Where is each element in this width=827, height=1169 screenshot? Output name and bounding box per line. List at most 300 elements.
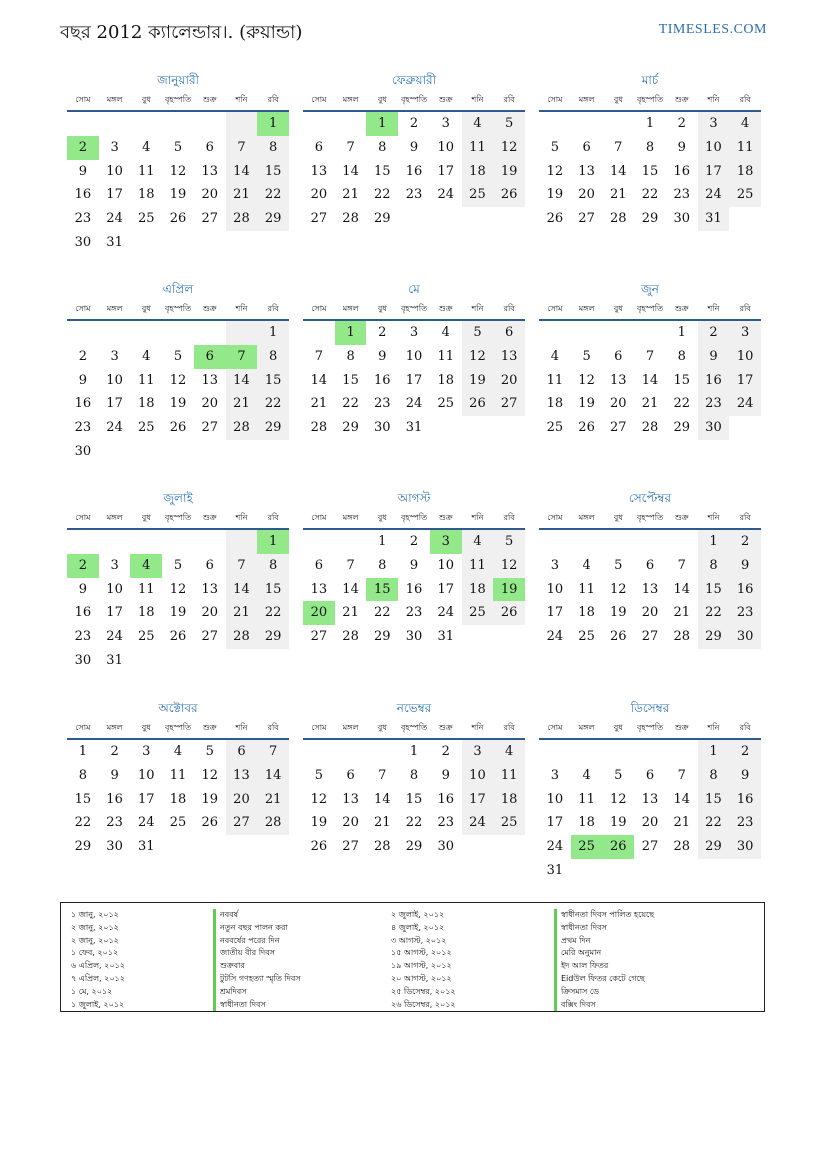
day-cell: 15 [342, 372, 359, 388]
weekday-label: মঙ্গল [106, 513, 123, 522]
day-cell: 16 [698, 369, 730, 393]
month-block [539, 70, 761, 231]
week-row [539, 183, 761, 207]
day-cell: 19 [169, 187, 187, 203]
day-cell: 4 [550, 348, 559, 364]
day-cell: 21 [641, 396, 659, 412]
day-cell: 4 [142, 139, 151, 155]
day-cell: 25 [169, 815, 187, 831]
week-row [539, 369, 761, 393]
month-title: মে [408, 282, 420, 296]
day-cell: 25 [578, 629, 595, 645]
empty-day-cell [634, 321, 666, 345]
day-cell: 19 [610, 605, 627, 621]
month-title: নভেম্বর [396, 701, 432, 715]
day-cell: 21 [342, 187, 359, 203]
day-cell: 20 [578, 187, 595, 203]
day-cell: 17 [437, 163, 454, 179]
day-cell: 29 [673, 420, 690, 436]
weekday-label: সোম [311, 95, 327, 104]
day-cell: 9 [441, 767, 450, 783]
day-cell: 10 [405, 348, 423, 364]
legend-holiday-name: বক্সিং দিবস [554, 999, 654, 1012]
day-cell: 9 [78, 372, 87, 388]
day-cell: 22 [257, 601, 289, 625]
weekday-label: মঙ্গল [342, 304, 359, 313]
day-cell: 1 [677, 325, 686, 340]
day-cell: 25 [138, 420, 155, 436]
weekday-header [303, 90, 525, 112]
day-cell: 28 [226, 625, 258, 649]
day-cell: 12 [610, 581, 627, 597]
day-cell: 16 [437, 791, 454, 807]
day-cell: 22 [374, 605, 391, 621]
day-cell: 9 [78, 163, 87, 179]
day-cell: 19 [546, 187, 564, 203]
day-cell: 25 [546, 420, 564, 436]
week-row [67, 416, 289, 440]
day-cell: 26 [201, 815, 218, 831]
month-title: সেপ্টেম্বর [628, 491, 672, 505]
day-cell: 10 [729, 345, 761, 369]
weekday-label: বুধ [141, 513, 151, 522]
day-cell: 3 [142, 744, 151, 759]
weekday-label: বৃহস্পতি [400, 723, 428, 732]
day-cell: 2 [78, 348, 87, 364]
week-row [303, 160, 525, 184]
day-cell: 12 [493, 554, 525, 578]
empty-day-cell [257, 440, 289, 464]
day-cell: 26 [493, 183, 525, 207]
empty-day-cell [130, 530, 162, 554]
day-cell: 5 [614, 767, 623, 783]
empty-day-cell [430, 416, 462, 440]
week-row [539, 835, 761, 859]
day-cell: 13 [342, 791, 359, 807]
day-cell: 12 [310, 791, 328, 807]
day-cell: 13 [493, 345, 525, 369]
weekday-label: বৃহস্পতি [636, 513, 664, 522]
month-title: আগস্ট [397, 491, 431, 505]
empty-day-cell [729, 207, 761, 231]
weekday-label: বৃহস্পতি [400, 513, 428, 522]
day-cell: 6 [205, 139, 214, 155]
day-cell: 14 [226, 369, 258, 393]
day-cell: 3 [110, 139, 119, 155]
day-cell: 4 [441, 325, 450, 340]
legend-holiday-name: নববর্ষ [213, 909, 301, 922]
weekday-label: সোম [75, 723, 91, 732]
weekday-label: মঙ্গল [578, 304, 595, 313]
day-cell: 29 [405, 839, 423, 855]
month-block [67, 698, 289, 859]
day-cell: 16 [729, 788, 761, 812]
week-row [303, 554, 525, 578]
day-cell: 3 [729, 321, 761, 345]
month-title: এপ্রিল [162, 282, 194, 296]
day-cell: 27 [310, 211, 328, 227]
day-cell: 13 [578, 163, 595, 179]
empty-day-cell [130, 231, 162, 255]
day-cell: 7 [257, 740, 289, 764]
day-cell: 9 [729, 764, 761, 788]
day-cell: 18 [546, 396, 564, 412]
weekday-header [303, 718, 525, 740]
day-cell: 8 [409, 767, 419, 783]
empty-day-cell [571, 321, 603, 345]
empty-day-cell [194, 530, 226, 554]
empty-day-cell [366, 740, 398, 764]
day-cell: 7 [346, 557, 355, 573]
empty-day-cell [729, 859, 761, 883]
day-cell: 29 [74, 839, 92, 855]
day-cell: 15 [257, 578, 289, 602]
day-cell: 15 [374, 163, 391, 179]
legend-holiday-name: স্বাধীনতা দিবস [554, 922, 654, 935]
empty-day-cell [257, 231, 289, 255]
empty-day-cell [130, 112, 162, 136]
day-cell: 19 [462, 369, 494, 393]
week-row [303, 601, 525, 625]
legend-holiday-name: শুক্রবার [213, 960, 301, 973]
day-cell: 24 [405, 396, 423, 412]
week-row [67, 578, 289, 602]
day-cell: 21 [226, 392, 258, 416]
month-block [303, 698, 525, 859]
empty-day-cell [729, 416, 761, 440]
day-cell: 28 [673, 839, 690, 855]
weekday-label: শনি [707, 95, 720, 104]
legend-date: ২৫ ডিসেম্বর, ২০১২ [391, 986, 456, 996]
day-cell: 21 [673, 815, 690, 831]
day-cell: 26 [169, 420, 187, 436]
empty-day-cell [335, 112, 367, 136]
day-cell: 28 [257, 811, 289, 835]
week-row [67, 554, 289, 578]
week-row [539, 392, 761, 416]
day-cell: 27 [342, 839, 359, 855]
day-cell: 2 [378, 325, 387, 340]
day-cell: 31 [106, 652, 123, 668]
legend-holiday-name: টুটসি গণহত্যা স্মৃতি দিবস [213, 973, 301, 986]
empty-day-cell [571, 530, 603, 554]
empty-day-cell [493, 625, 525, 649]
week-row [539, 859, 761, 883]
empty-day-cell [634, 740, 666, 764]
day-cell: 18 [138, 605, 155, 621]
day-cell: 11 [462, 136, 494, 160]
month-block [67, 488, 289, 673]
weekday-label: শুক্র [438, 513, 453, 522]
day-cell: 5 [550, 139, 559, 155]
day-cell: 17 [106, 605, 123, 621]
weekday-label: শনি [235, 304, 248, 313]
day-cell: 15 [74, 791, 92, 807]
weekday-label: শনি [235, 723, 248, 732]
holiday-day-cell: 1 [335, 321, 367, 345]
empty-day-cell [226, 321, 258, 345]
weekday-header [67, 718, 289, 740]
weekday-label: বুধ [141, 95, 151, 104]
weekday-label: সোম [311, 513, 327, 522]
day-cell: 28 [226, 207, 258, 231]
day-cell: 2 [409, 116, 419, 131]
holiday-day-cell: 6 [194, 345, 226, 369]
weekday-label: শনি [471, 723, 484, 732]
week-row [67, 345, 289, 369]
month-title: জানুয়ারী [157, 73, 199, 87]
holiday-day-cell: 3 [430, 530, 462, 554]
empty-day-cell [226, 649, 258, 673]
day-cell: 30 [437, 839, 454, 855]
day-cell: 9 [698, 345, 730, 369]
day-cell: 10 [106, 372, 123, 388]
week-row [303, 578, 525, 602]
day-cell: 30 [729, 835, 761, 859]
weekday-label: বৃহস্পতি [164, 304, 192, 313]
month-title: ডিসেম্বর [630, 701, 670, 715]
weekday-label: শুক্র [202, 304, 217, 313]
day-cell: 24 [106, 420, 123, 436]
week-row [303, 416, 525, 440]
day-cell: 27 [610, 420, 627, 436]
week-row [67, 530, 289, 554]
weekday-label: বৃহস্পতি [164, 723, 192, 732]
weekday-label: রবি [503, 513, 515, 522]
day-cell: 31 [106, 234, 123, 250]
empty-day-cell [666, 530, 698, 554]
day-cell: 27 [578, 211, 595, 227]
legend-date: ৭ এপ্রিল, ২০১২ [71, 973, 125, 983]
week-row [539, 625, 761, 649]
day-cell: 5 [314, 767, 323, 783]
month-block [303, 488, 525, 649]
weekday-label: মঙ্গল [106, 304, 123, 313]
day-cell: 2 [677, 116, 686, 131]
weekday-label: বৃহস্পতি [636, 723, 664, 732]
empty-day-cell [194, 649, 226, 673]
empty-day-cell [162, 835, 194, 859]
day-cell: 19 [201, 791, 218, 807]
brand-logo[interactable]: TIMESLES.COM [658, 22, 767, 37]
day-cell: 24 [546, 839, 564, 855]
weekday-label: রবি [739, 95, 751, 104]
page-title: বছর 2012 ক্যালেন্ডার।. (রুয়ান্ডা) [60, 22, 303, 43]
day-cell: 22 [698, 601, 730, 625]
empty-day-cell [602, 112, 634, 136]
weekday-label: বুধ [613, 95, 623, 104]
day-cell: 24 [546, 629, 564, 645]
month-block [539, 279, 761, 440]
day-cell: 29 [257, 207, 289, 231]
day-cell: 21 [673, 605, 690, 621]
day-cell: 24 [698, 183, 730, 207]
week-row [303, 764, 525, 788]
legend-holiday-name: Eidউল ফিতর কেটে গেছে [554, 973, 654, 986]
day-cell: 10 [437, 557, 454, 573]
day-cell: 17 [546, 605, 564, 621]
week-row [303, 112, 525, 136]
day-cell: 12 [578, 372, 595, 388]
weekday-label: সোম [547, 95, 563, 104]
day-cell: 23 [673, 187, 690, 203]
day-cell: 2 [729, 740, 761, 764]
week-row [303, 345, 525, 369]
day-cell: 6 [645, 767, 655, 783]
day-cell: 9 [110, 767, 119, 783]
day-cell: 19 [610, 815, 627, 831]
day-cell: 26 [310, 839, 328, 855]
weekday-label: রবি [503, 723, 515, 732]
day-cell: 30 [729, 625, 761, 649]
weekday-label: মঙ্গল [106, 95, 123, 104]
legend-holiday-name: স্বাধীনতা দিবস পালিত হয়েছে [554, 909, 654, 922]
week-row [67, 788, 289, 812]
day-cell: 18 [169, 791, 187, 807]
legend-date: ১ মে, ২০১২ [71, 986, 113, 996]
day-cell: 24 [729, 392, 761, 416]
empty-day-cell [539, 740, 571, 764]
day-cell: 28 [641, 420, 659, 436]
day-cell: 11 [493, 764, 525, 788]
day-cell: 16 [405, 163, 423, 179]
legend-date: ৩ আগস্ট, ২০১২ [391, 935, 447, 945]
day-cell: 23 [729, 601, 761, 625]
day-cell: 25 [138, 211, 155, 227]
day-cell: 20 [610, 396, 627, 412]
day-cell: 25 [493, 811, 525, 835]
day-cell: 3 [110, 557, 119, 573]
day-cell: 20 [310, 187, 328, 203]
empty-day-cell [634, 859, 666, 883]
day-cell: 8 [378, 557, 387, 573]
day-cell: 19 [578, 396, 595, 412]
day-cell: 22 [74, 815, 92, 831]
day-cell: 6 [226, 740, 258, 764]
day-cell: 14 [673, 791, 690, 807]
day-cell: 21 [610, 187, 627, 203]
empty-day-cell [99, 440, 131, 464]
day-cell: 16 [374, 372, 391, 388]
day-cell: 19 [493, 160, 525, 184]
legend-date: ৬ এপ্রিল, ২০১২ [71, 961, 125, 971]
day-cell: 23 [729, 811, 761, 835]
empty-day-cell [303, 740, 335, 764]
holiday-day-cell: 20 [303, 601, 335, 625]
day-cell: 17 [106, 396, 123, 412]
empty-day-cell [666, 740, 698, 764]
day-cell: 14 [226, 578, 258, 602]
day-cell: 21 [342, 605, 359, 621]
weekday-label: শুক্র [202, 513, 217, 522]
weekday-label: শনি [471, 513, 484, 522]
week-row [67, 136, 289, 160]
day-cell: 8 [346, 348, 355, 364]
day-cell: 5 [205, 744, 214, 759]
day-cell: 23 [374, 396, 391, 412]
day-cell: 19 [310, 815, 328, 831]
weekday-header [539, 718, 761, 740]
day-cell: 1 [378, 534, 387, 549]
empty-day-cell [303, 530, 335, 554]
weekday-label: বুধ [377, 723, 387, 732]
legend-date: ২ জুলাই, ২০১২ [391, 910, 445, 919]
legend-holiday-name: ক্রিসমাস ডে [554, 986, 654, 999]
weekday-label: বৃহস্পতি [636, 304, 664, 313]
day-cell: 17 [405, 372, 423, 388]
day-cell: 5 [582, 348, 591, 364]
day-cell: 26 [493, 601, 525, 625]
weekday-label: মঙ্গল [578, 513, 595, 522]
legend-dates-left [71, 909, 125, 1011]
day-cell: 7 [614, 139, 623, 155]
day-cell: 28 [310, 420, 328, 436]
day-cell: 7 [677, 767, 686, 783]
day-cell: 26 [610, 629, 627, 645]
holiday-day-cell: 26 [602, 835, 634, 859]
day-cell: 4 [729, 112, 761, 136]
empty-day-cell [99, 112, 131, 136]
weekday-label: বুধ [613, 513, 623, 522]
weekday-label: মঙ্গল [578, 723, 595, 732]
legend-date: ২ জানু, ২০১২ [71, 935, 119, 945]
legend-date: ২৬ ডিসেম্বর, ২০১২ [391, 999, 456, 1009]
day-cell: 4 [582, 767, 591, 783]
day-cell: 14 [310, 372, 328, 388]
day-cell: 18 [462, 160, 494, 184]
week-row [303, 369, 525, 393]
weekday-label: বৃহস্পতি [400, 304, 428, 313]
weekday-header [303, 508, 525, 530]
day-cell: 27 [641, 839, 659, 855]
weekday-header [67, 508, 289, 530]
week-row [539, 530, 761, 554]
day-cell: 15 [698, 788, 730, 812]
day-cell: 30 [74, 652, 92, 668]
empty-day-cell [303, 321, 335, 345]
weekday-label: সোম [75, 513, 91, 522]
day-cell: 18 [578, 605, 595, 621]
empty-day-cell [194, 440, 226, 464]
holiday-day-cell: 25 [571, 835, 603, 859]
weekday-label: মঙ্গল [342, 513, 359, 522]
empty-day-cell [462, 207, 494, 231]
week-row [67, 649, 289, 673]
holiday-day-cell: 19 [493, 578, 525, 602]
day-cell: 26 [462, 392, 494, 416]
day-cell: 14 [342, 581, 359, 597]
day-cell: 3 [550, 767, 559, 783]
day-cell: 5 [173, 139, 183, 155]
weekday-header [67, 90, 289, 112]
empty-day-cell [194, 321, 226, 345]
holiday-day-cell: 15 [366, 578, 398, 602]
day-cell: 3 [698, 112, 730, 136]
weekday-label: রবি [267, 95, 279, 104]
day-cell: 30 [74, 443, 92, 459]
week-row [303, 321, 525, 345]
weekday-header [539, 90, 761, 112]
legend-date: ৪ জুলাই, ২০১২ [391, 922, 445, 932]
day-cell: 15 [641, 163, 659, 179]
day-cell: 6 [493, 321, 525, 345]
day-cell: 15 [405, 791, 423, 807]
weekday-label: বুধ [613, 723, 623, 732]
month-block [539, 698, 761, 883]
holiday-day-cell: 1 [257, 530, 289, 554]
day-cell: 23 [74, 420, 92, 436]
day-cell: 20 [641, 605, 659, 621]
